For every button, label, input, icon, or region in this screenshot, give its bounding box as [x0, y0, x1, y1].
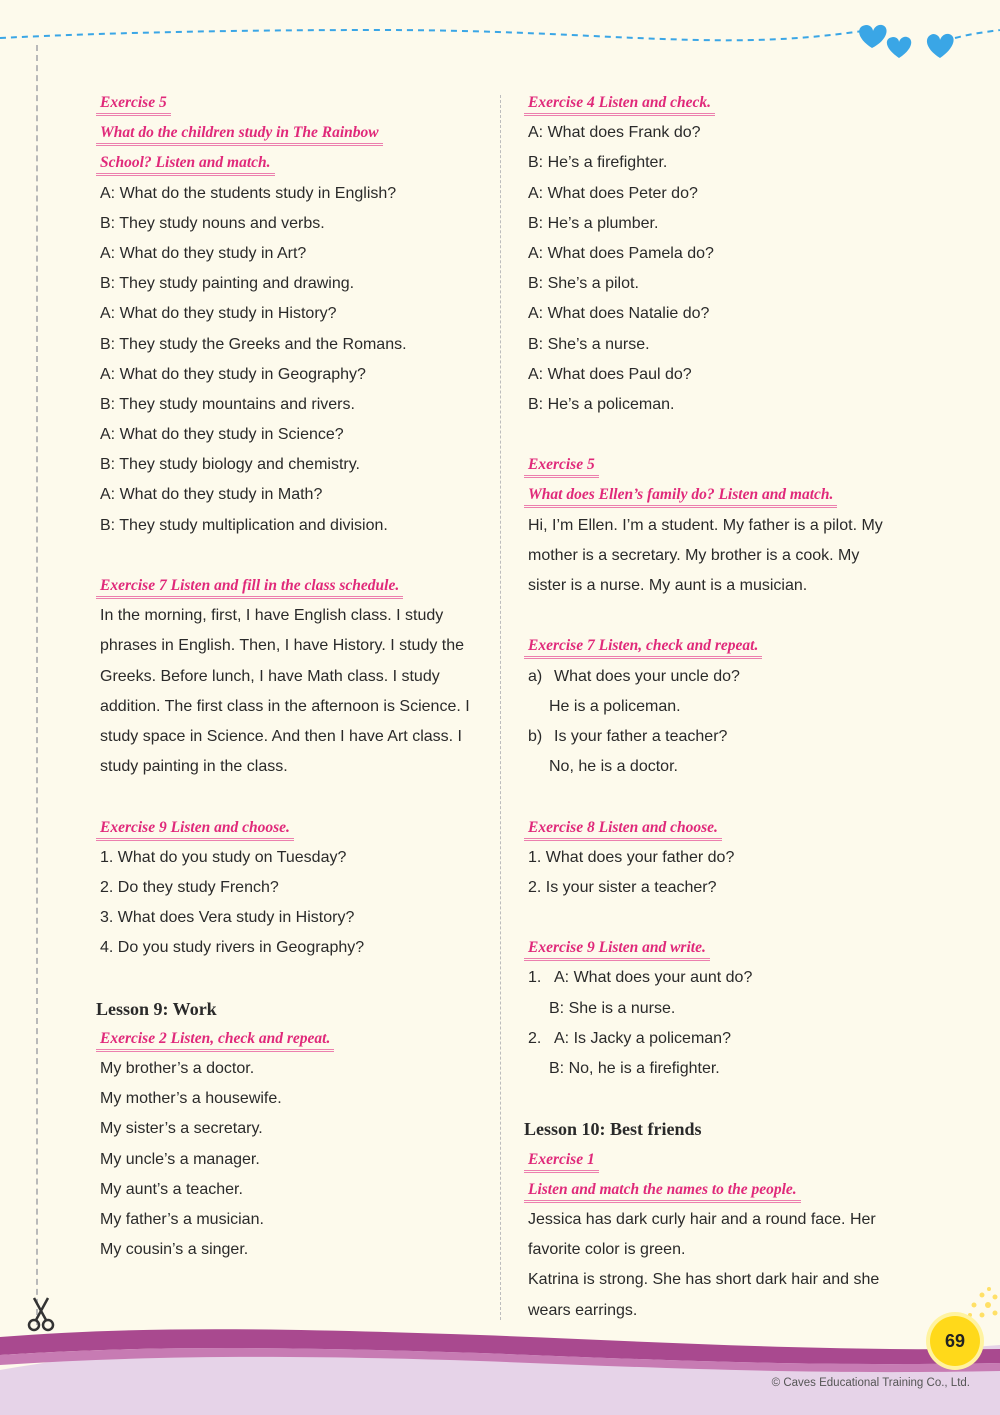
item-question: A: What does your aunt do?: [554, 969, 753, 987]
text-line: 4. Do you study rivers in Geography?: [100, 939, 365, 957]
text-line: A: What does Frank do?: [528, 124, 701, 142]
lesson-title: Lesson 9: Work: [96, 998, 217, 1019]
exercise-heading: Exercise 2 Listen, check and repeat.: [96, 1024, 486, 1054]
text-line: My father’s a musician.: [100, 1210, 264, 1228]
text-line: B: She’s a pilot.: [528, 275, 639, 293]
copyright-text: © Caves Educational Training Co., Ltd.: [771, 1377, 970, 1389]
text-line: 2. Do they study French?: [100, 878, 279, 896]
text-line: Katrina is strong. She has short dark hair and she: [528, 1271, 880, 1289]
text-line: My uncle’s a manager.: [100, 1150, 260, 1168]
text-line: 3. What does Vera study in History?: [100, 909, 355, 927]
text-line: addition. The first class in the afternoon is Science. I: [100, 697, 470, 715]
item-answer: B: No, he is a firefighter.: [549, 1060, 720, 1077]
text-line: Hi, I’m Ellen. I’m a student. My father is a pilot. My: [528, 516, 883, 534]
text-line: My sister’s a secretary.: [100, 1120, 263, 1138]
exercise-heading: What do the children study in The Rainbow: [96, 118, 486, 148]
column-divider: [500, 95, 501, 1320]
exercise-heading: Exercise 8 Listen and choose.: [524, 813, 924, 843]
heart-icon: [927, 34, 954, 58]
heart-icon: [859, 25, 886, 48]
text-line: B: He’s a policeman.: [528, 395, 675, 413]
text-line: A: What do the students study in English?: [100, 184, 397, 202]
item-answer: He is a policeman.: [549, 697, 681, 715]
text-line: B: She’s a nurse.: [528, 335, 650, 353]
text-line: 1. What does your father do?: [528, 848, 735, 866]
page-number: 69: [930, 1316, 980, 1366]
text-line: B: They study biology and chemistry.: [100, 456, 360, 474]
heart-icon: [887, 37, 911, 58]
exercise-heading: Exercise 9 Listen and write.: [524, 933, 924, 963]
text-line: My brother’s a doctor.: [100, 1060, 255, 1077]
item-answer: B: She is a nurse.: [549, 999, 676, 1017]
text-line: A: What do they study in History?: [100, 305, 337, 323]
item-question: What does your uncle do?: [554, 667, 740, 685]
text-line: My aunt’s a teacher.: [100, 1180, 243, 1198]
list-item: [524, 1024, 924, 1054]
right-column: [524, 88, 924, 1326]
item-label: 1.: [528, 969, 542, 987]
exercise-heading: School? Listen and match.: [96, 148, 486, 178]
text-line: B: They study the Greeks and the Romans.: [100, 335, 407, 353]
text-line: favorite color is green.: [528, 1241, 686, 1259]
text-line: A: What do they study in Geography?: [100, 365, 366, 383]
item-answer: No, he is a doctor.: [549, 758, 678, 776]
text-line: 1. What do you study on Tuesday?: [100, 848, 347, 866]
text-line: study space in Science. And then I have Art class. I: [100, 727, 462, 745]
text-line: B: They study nouns and verbs.: [100, 214, 325, 232]
text-line: B: They study mountains and rivers.: [100, 395, 355, 413]
text-line: A: What do they study in Science?: [100, 426, 344, 444]
footer-band: [0, 1325, 1000, 1415]
exercise-heading: Exercise 9 Listen and choose.: [96, 813, 486, 843]
text-line: study painting in the class.: [100, 758, 288, 776]
text-line: phrases in English. Then, I have History. I study the: [100, 637, 465, 655]
exercise-heading: Exercise 4 Listen and check.: [524, 88, 924, 118]
text-line: B: They study multiplication and division.: [100, 516, 388, 534]
text-line: A: What do they study in Art?: [100, 244, 307, 262]
exercise-heading: What does Ellen’s family do? Listen and match.: [524, 480, 924, 510]
text-line: A: What does Paul do?: [528, 365, 692, 383]
top-decoration: [0, 0, 1000, 70]
text-line: B: He’s a plumber.: [528, 214, 659, 232]
list-item: [524, 963, 924, 993]
text-line: Jessica has dark curly hair and a round face. Her: [528, 1210, 876, 1228]
text-line: mother is a secretary. My brother is a cook. My: [528, 546, 860, 564]
lesson-title: Lesson 10: Best friends: [524, 1119, 702, 1140]
item-label: b): [528, 727, 543, 745]
item-label: a): [528, 667, 543, 685]
text-line: My mother’s a housewife.: [100, 1090, 282, 1108]
item-question: A: Is Jacky a policeman?: [554, 1029, 731, 1047]
list-item: [524, 662, 924, 692]
cut-line: [36, 45, 38, 1325]
item-label: 2.: [528, 1029, 542, 1047]
exercise-heading: Listen and match the names to the people.: [524, 1175, 924, 1205]
list-item: [524, 722, 924, 752]
exercise-heading: Exercise 1: [524, 1145, 924, 1175]
text-line: B: They study painting and drawing.: [100, 275, 355, 293]
item-question: Is your father a teacher?: [554, 727, 728, 745]
exercise-heading: Exercise 7 Listen, check and repeat.: [524, 631, 924, 661]
text-line: Greeks. Before lunch, I have Math class. I study: [100, 667, 440, 685]
text-line: My cousin’s a singer.: [100, 1241, 249, 1259]
left-column: [96, 88, 486, 1265]
text-line: A: What do they study in Math?: [100, 486, 323, 504]
text-line: In the morning, first, I have English class. I study: [100, 607, 444, 625]
text-line: A: What does Natalie do?: [528, 305, 710, 323]
text-line: sister is a nurse. My aunt is a musician.: [528, 577, 808, 594]
text-line: wears earrings.: [528, 1301, 638, 1319]
exercise-heading: Exercise 5: [524, 450, 924, 480]
text-line: B: He’s a firefighter.: [528, 154, 668, 172]
text-line: 2. Is your sister a teacher?: [528, 878, 717, 896]
text-line: A: What does Pamela do?: [528, 244, 714, 262]
exercise-heading: Exercise 7 Listen and fill in the class schedule.: [96, 571, 486, 601]
exercise-heading: Exercise 5: [96, 88, 486, 118]
text-line: A: What does Peter do?: [528, 184, 698, 202]
